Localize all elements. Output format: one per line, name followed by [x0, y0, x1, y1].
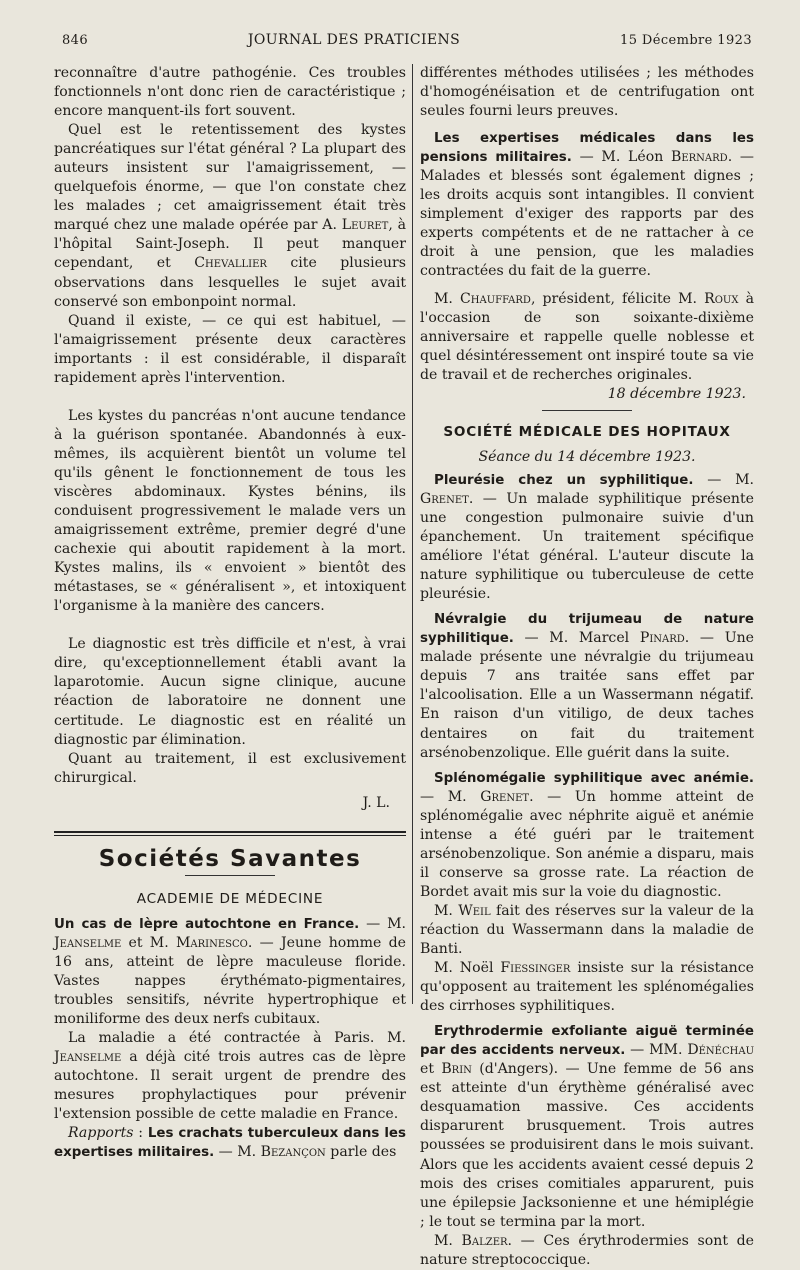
- report-title: Un cas de lèpre autochtone en France.: [54, 916, 360, 932]
- report-title: Pleurésie chez un syphilitique.: [434, 472, 694, 488]
- report-title: Splénomégalie syphilitique avec anémie.: [434, 770, 754, 786]
- page-header: [62, 32, 752, 52]
- report-title: Erythrodermie exfoliante aiguë terminée par des accidents nerveux.: [420, 1024, 754, 1059]
- column-divider: [412, 64, 413, 1004]
- paragraph: Quel est le retentissement des kystes pancréatiques sur l'état général ? La plupart des auteurs insistent sur l'amaigrissement, — quelquefois énorme, — que l'on constate chez les malades ; cet amaigrissement était très marqué chez une malade opérée par A. Leuret, à l'hôpital Saint-Joseph. Il peut manquer cependant, et Chevallier cite plusieurs observations dans lesquelles le sujet avait conservé son embonpoint normal.: [54, 122, 406, 310]
- paragraph: Quand il existe, — ce qui est habituel, — l'amaigrissement présente deux caractères importants : il est considérable, il disparaît rapidement après l'intervention.: [54, 312, 406, 386]
- report-entry: Névralgie du trijumeau de nature syphilitique. — M. Marcel Pinard. — Une malade présente une névralgie du trijumeau depuis 7 ans traitée sans effet par l'alcoolisation. Elle a un Wassermann négatif. En raison d'un vitiligo, de deux taches dentaires on fait du traitement arsénobenzolique. Elle guérit dans la suite.: [420, 612, 754, 761]
- author-name: Leuret: [341, 217, 389, 234]
- author-name: Chevallier: [194, 255, 267, 272]
- report-entry: Splénomégalie syphilitique avec anémie. — M. Grenet. — Un homme atteint de splénomégalie avec néphrite aiguë et anémie intense a été guéri par le traitement arsénobenzolique. Son anémie a disparu, mais il conserve sa grosse rate. La réaction de Bordet avait mis sur la voie du diagnostic.: [420, 770, 754, 900]
- page-number: 846: [62, 33, 89, 48]
- report-entry: Erythrodermie exfoliante aiguë terminée par des accidents nerveux. — MM. Dénéchau et Brin (d'Angers). — Une femme de 56 ans est atteinte d'un érythème généralisé avec desquamation massive. Ces accidents disparurent brusquement. Trois autres poussées se produisirent dans le mois suivant. Alors que les accidents avaient cessé depuis 2 mois des crises comitiales apparurent, puis une épilepsie Jacksonienne et une hémiplégie ; le tout se termina par la mort.: [420, 1024, 754, 1230]
- issue-date: 15 Décembre 1923: [620, 33, 752, 48]
- report-date: 18 décembre 1923.: [607, 385, 746, 402]
- left-column: [54, 64, 406, 1162]
- paragraph: M. Balzer. — Ces érythrodermies sont de nature streptococcique.: [420, 1232, 754, 1268]
- section-title: Sociétés Savantes: [98, 845, 362, 872]
- report-entry: Un cas de lèpre autochtone en France. — M. Jeanselme et M. Marinesco. — Jeune homme de 16 ans, atteint de lèpre maculeuse floride. Vastes nappes érythémato-pigmentaires, troubles sensitifs, névrite hypertrophique et moniliforme des deux nerfs cubitaux.: [54, 915, 406, 1028]
- paragraph: Le diagnostic est très difficile et n'est, à vrai dire, qu'exceptionnellement établi avant la laparotomie. Aucun signe clinique, aucune réaction de laboratoire ne donnent une certitude. Le diagnostic est en réalité un diagnostic par élimination.: [54, 636, 406, 748]
- article-signature: J. L.: [362, 794, 390, 811]
- paragraph: Les kystes du pancréas n'ont aucune tendance à la guérison spontanée. Abandonnés à eux-mêmes, ils acquièrent bientôt un volume tel qu'ils gênent le fonctionnement de tous les viscères abdominaux. Kystes bénins, ils conduisent progressivement le malade vers un amaigrissement extrême, premier degré d'une cachexie qui aboutit rapidement à la mort. Kystes malins, ils « envoient » bientôt des métastases, se « généralisent », et intoxiquent l'organisme à la manière des cancers.: [54, 407, 406, 615]
- report-entry: Pleurésie chez un syphilitique. — M. Grenet. — Un malade syphilitique présente une congestion pulmonaire suivie d'un épanchement. Un traitement spécifique améliore l'état général. L'auteur discute la nature syphilitique ou tuberculeuse de cette pleurésie.: [420, 471, 754, 603]
- report-entry: Rapports : Les crachats tuberculeux dans les expertises militaires. — M. Bezançon parle des: [54, 1125, 406, 1161]
- society-title: SOCIÉTÉ MÉDICALE DES HOPITAUX: [443, 423, 731, 440]
- divider: [542, 410, 632, 411]
- divider: [185, 875, 275, 876]
- paragraph: M. Noël Fiessinger insiste sur la résistance qu'opposent au traitement les splénomégalies des cirrhoses syphilitiques.: [420, 960, 754, 1015]
- journal-title: JOURNAL DES PRATICIENS: [247, 32, 461, 48]
- report-title: Névralgie du trijumeau de nature syphilitique.: [420, 612, 754, 647]
- paragraph: M. Weil fait des réserves sur la valeur de la réaction du Wassermann dans la maladie de Banti.: [420, 902, 754, 958]
- paragraph: reconnaître d'autre pathogénie. Ces troubles fonctionnels n'ont donc rien de caractéristique ; encore manquent-ils fort souvent.: [54, 65, 406, 120]
- paragraph: La maladie a été contractée à Paris. M. Jeanselme a déjà cité trois autres cas de lèpre autochtone. Il serait urgent de prendre des mesures prophylactiques pour prévenir l'extension possible de cette maladie en France.: [54, 1030, 406, 1123]
- paragraph: Quant au traitement, il est exclusivement chirurgical.: [54, 750, 406, 786]
- right-column: [420, 64, 754, 1270]
- report-title: Les crachats tuberculeux dans les expertises militaires.: [54, 1126, 406, 1161]
- society-title: ACADEMIE DE MÉDECINE: [136, 890, 324, 907]
- report-title: Les expertises médicales dans les pensions militaires.: [420, 131, 754, 166]
- report-entry: Les expertises médicales dans les pensions militaires. — M. Léon Bernard. — Malades et blessés sont également dignes ; les droits acquis sont intangibles. Il convient simplement d'exiger des rapports par des experts compétents et de ne rattacher à ce droit à une pension, que les maladies contractées du fait de la guerre.: [420, 131, 754, 280]
- section-rule: [54, 831, 406, 836]
- session-date: Séance du 14 décembre 1923.: [478, 448, 696, 465]
- paragraph: M. Chauffard, président, félicite M. Roux à l'occasion de son soixante-dixième anniversaire et rappelle quelle noblesse et quel désintéressement ont inspiré toute sa vie de travail et de recherches originales.: [420, 290, 754, 383]
- paragraph: différentes méthodes utilisées ; les méthodes d'homogénéisation et de centrifugation ont seules fourni leurs preuves.: [420, 65, 754, 120]
